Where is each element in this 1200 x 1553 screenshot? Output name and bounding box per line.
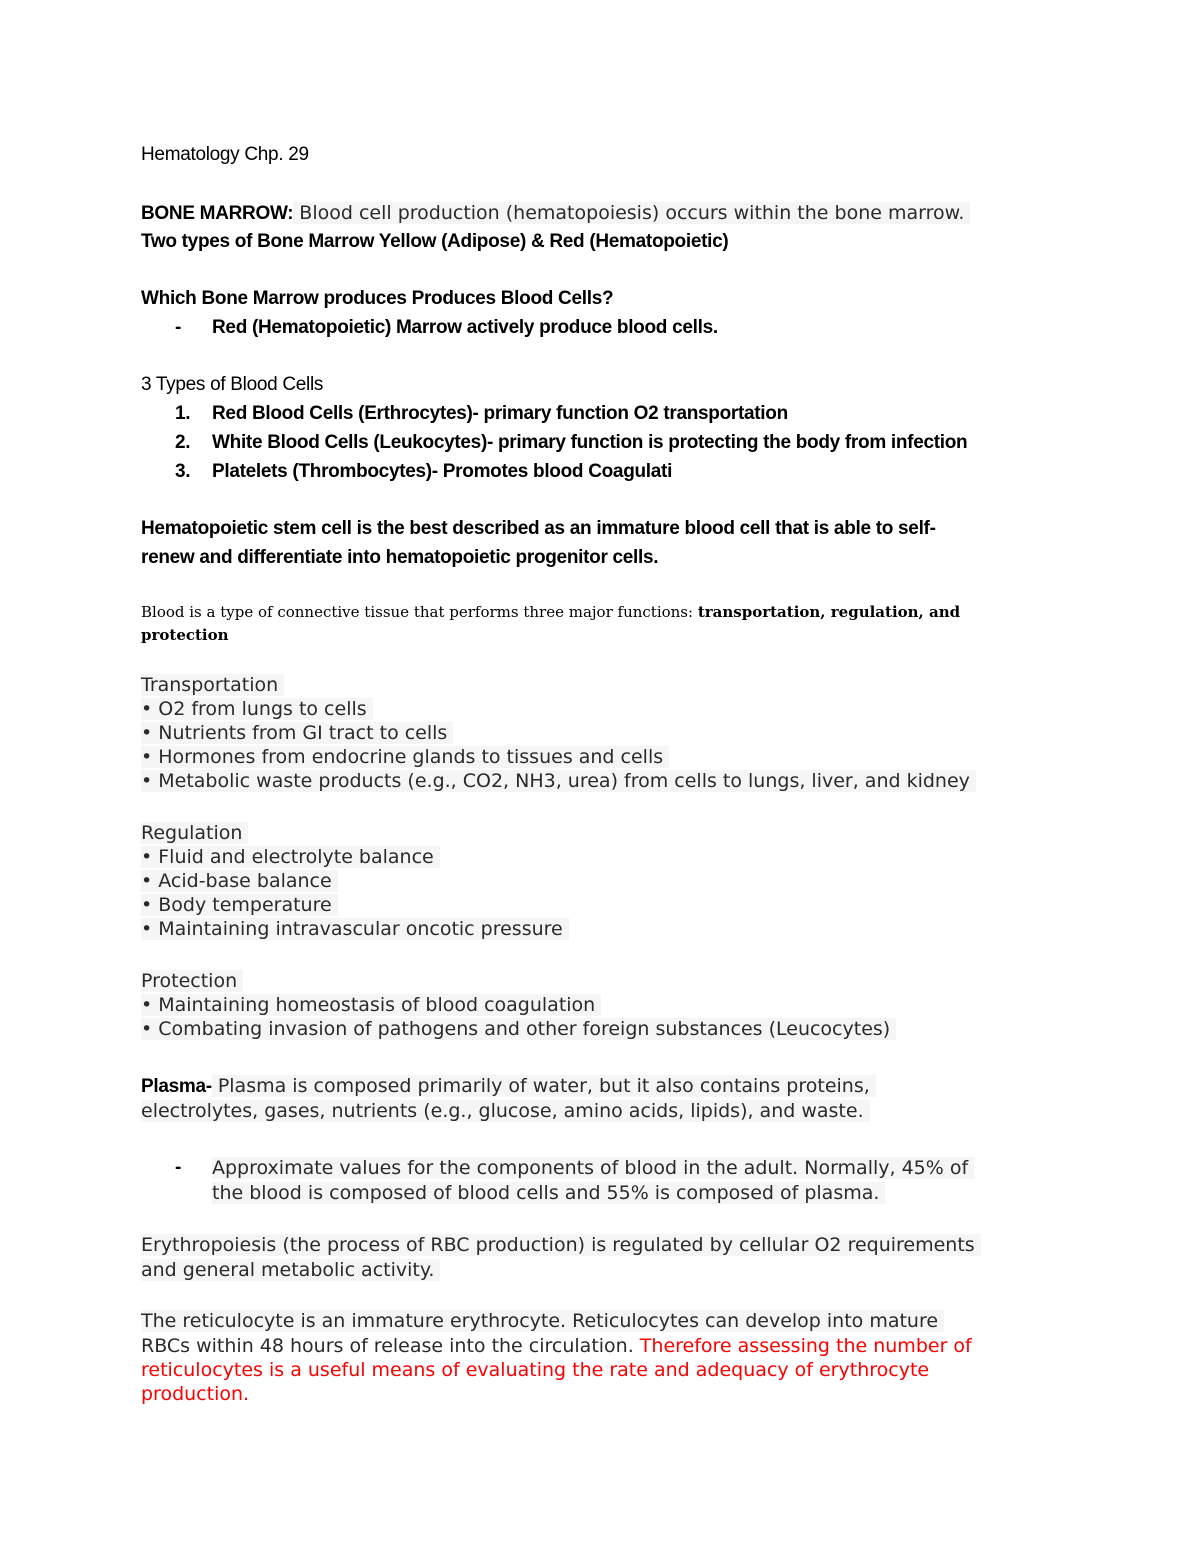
list-item-number: 3. [175, 461, 191, 482]
list-item: • Maintaining homeostasis of blood coagulation [141, 994, 601, 1016]
plasma-line1 [141, 1075, 876, 1098]
bone-marrow-text: Blood cell production (hematopoiesis) occurs within the bone marrow. [293, 202, 970, 224]
protection-heading: Protection [141, 970, 243, 992]
erythropoiesis-line1: Erythropoiesis (the process of RBC production) is regulated by cellular O2 requirements [141, 1234, 981, 1256]
list-item: • Metabolic waste products (e.g., CO2, NH3, urea) from cells to lungs, liver, and kidney [141, 770, 976, 792]
blood-functions-emphasis: transportation, regulation, and [697, 603, 961, 621]
bone-marrow-types: Two types of Bone Marrow Yellow (Adipose) & Red (Hematopoietic) [141, 231, 729, 252]
plasma-text: Plasma is composed primarily of water, but it also contains proteins, [212, 1075, 876, 1097]
reticulocyte-line2 [141, 1335, 972, 1357]
list-item: • Nutrients from GI tract to cells [141, 722, 453, 744]
blood-functions-text: Blood is a type of connective tissue that performs three major functions: [141, 603, 698, 621]
blood-cells-heading: 3 Types of Blood Cells [141, 374, 324, 395]
list-item-number: 1. [175, 403, 191, 424]
reticulocyte-line4: production. [141, 1383, 250, 1405]
transportation-heading: Transportation [141, 674, 284, 696]
erythropoiesis-line2: and general metabolic activity. [141, 1259, 440, 1281]
plasma-bullet-dash: - [175, 1157, 182, 1178]
list-item: • Body temperature [141, 894, 338, 916]
marrow-answer: Red (Hematopoietic) Marrow actively produce blood cells. [212, 317, 718, 338]
blood-functions-line1 [141, 603, 960, 621]
bone-marrow-line [141, 202, 970, 225]
list-item: • Hormones from endocrine glands to tissues and cells [141, 746, 669, 768]
reticulocyte-line3: reticulocytes is a useful means of evaluating the rate and adequacy of erythrocyte [141, 1359, 930, 1381]
list-item: Platelets (Thrombocytes)- Promotes blood Coagulati [212, 461, 673, 482]
plasma-line2: electrolytes, gases, nutrients (e.g., glucose, amino acids, lipids), and waste. [141, 1100, 870, 1122]
list-item: • Combating invasion of pathogens and other foreign substances (Leucocytes) [141, 1018, 896, 1040]
regulation-heading: Regulation [141, 822, 248, 844]
bone-marrow-label: BONE MARROW: [141, 203, 294, 224]
list-item: Red Blood Cells (Erthrocytes)- primary function O2 transportation [212, 403, 788, 424]
stem-cell-line1: Hematopoietic stem cell is the best described as an immature blood cell that is able to self- [141, 518, 936, 539]
plasma-bullet-line1: Approximate values for the components of blood in the adult. Normally, 45% of [212, 1157, 974, 1179]
list-item: • Acid-base balance [141, 870, 338, 892]
answer-dash: - [175, 317, 182, 338]
list-item: • O2 from lungs to cells [141, 698, 373, 720]
reticulocyte-text: RBCs within 48 hours of release into the circulation. [141, 1335, 640, 1357]
page-title: Hematology Chp. 29 [141, 144, 309, 165]
marrow-question: Which Bone Marrow produces Produces Blood Cells? [141, 288, 614, 309]
list-item-number: 2. [175, 432, 191, 453]
blood-functions-line2: protection [141, 626, 229, 644]
plasma-label: Plasma- [141, 1076, 212, 1097]
list-item: White Blood Cells (Leukocytes)- primary function is protecting the body from infection [212, 432, 968, 453]
stem-cell-line2: renew and differentiate into hematopoietic progenitor cells. [141, 547, 659, 568]
list-item: • Maintaining intravascular oncotic pressure [141, 918, 569, 940]
plasma-bullet-line2: the blood is composed of blood cells and 55% is composed of plasma. [212, 1182, 885, 1204]
reticulocyte-emphasis: Therefore assessing the number of [639, 1335, 972, 1357]
list-item: • Fluid and electrolyte balance [141, 846, 440, 868]
reticulocyte-line1: The reticulocyte is an immature erythrocyte. Reticulocytes can develop into mature [141, 1310, 944, 1332]
